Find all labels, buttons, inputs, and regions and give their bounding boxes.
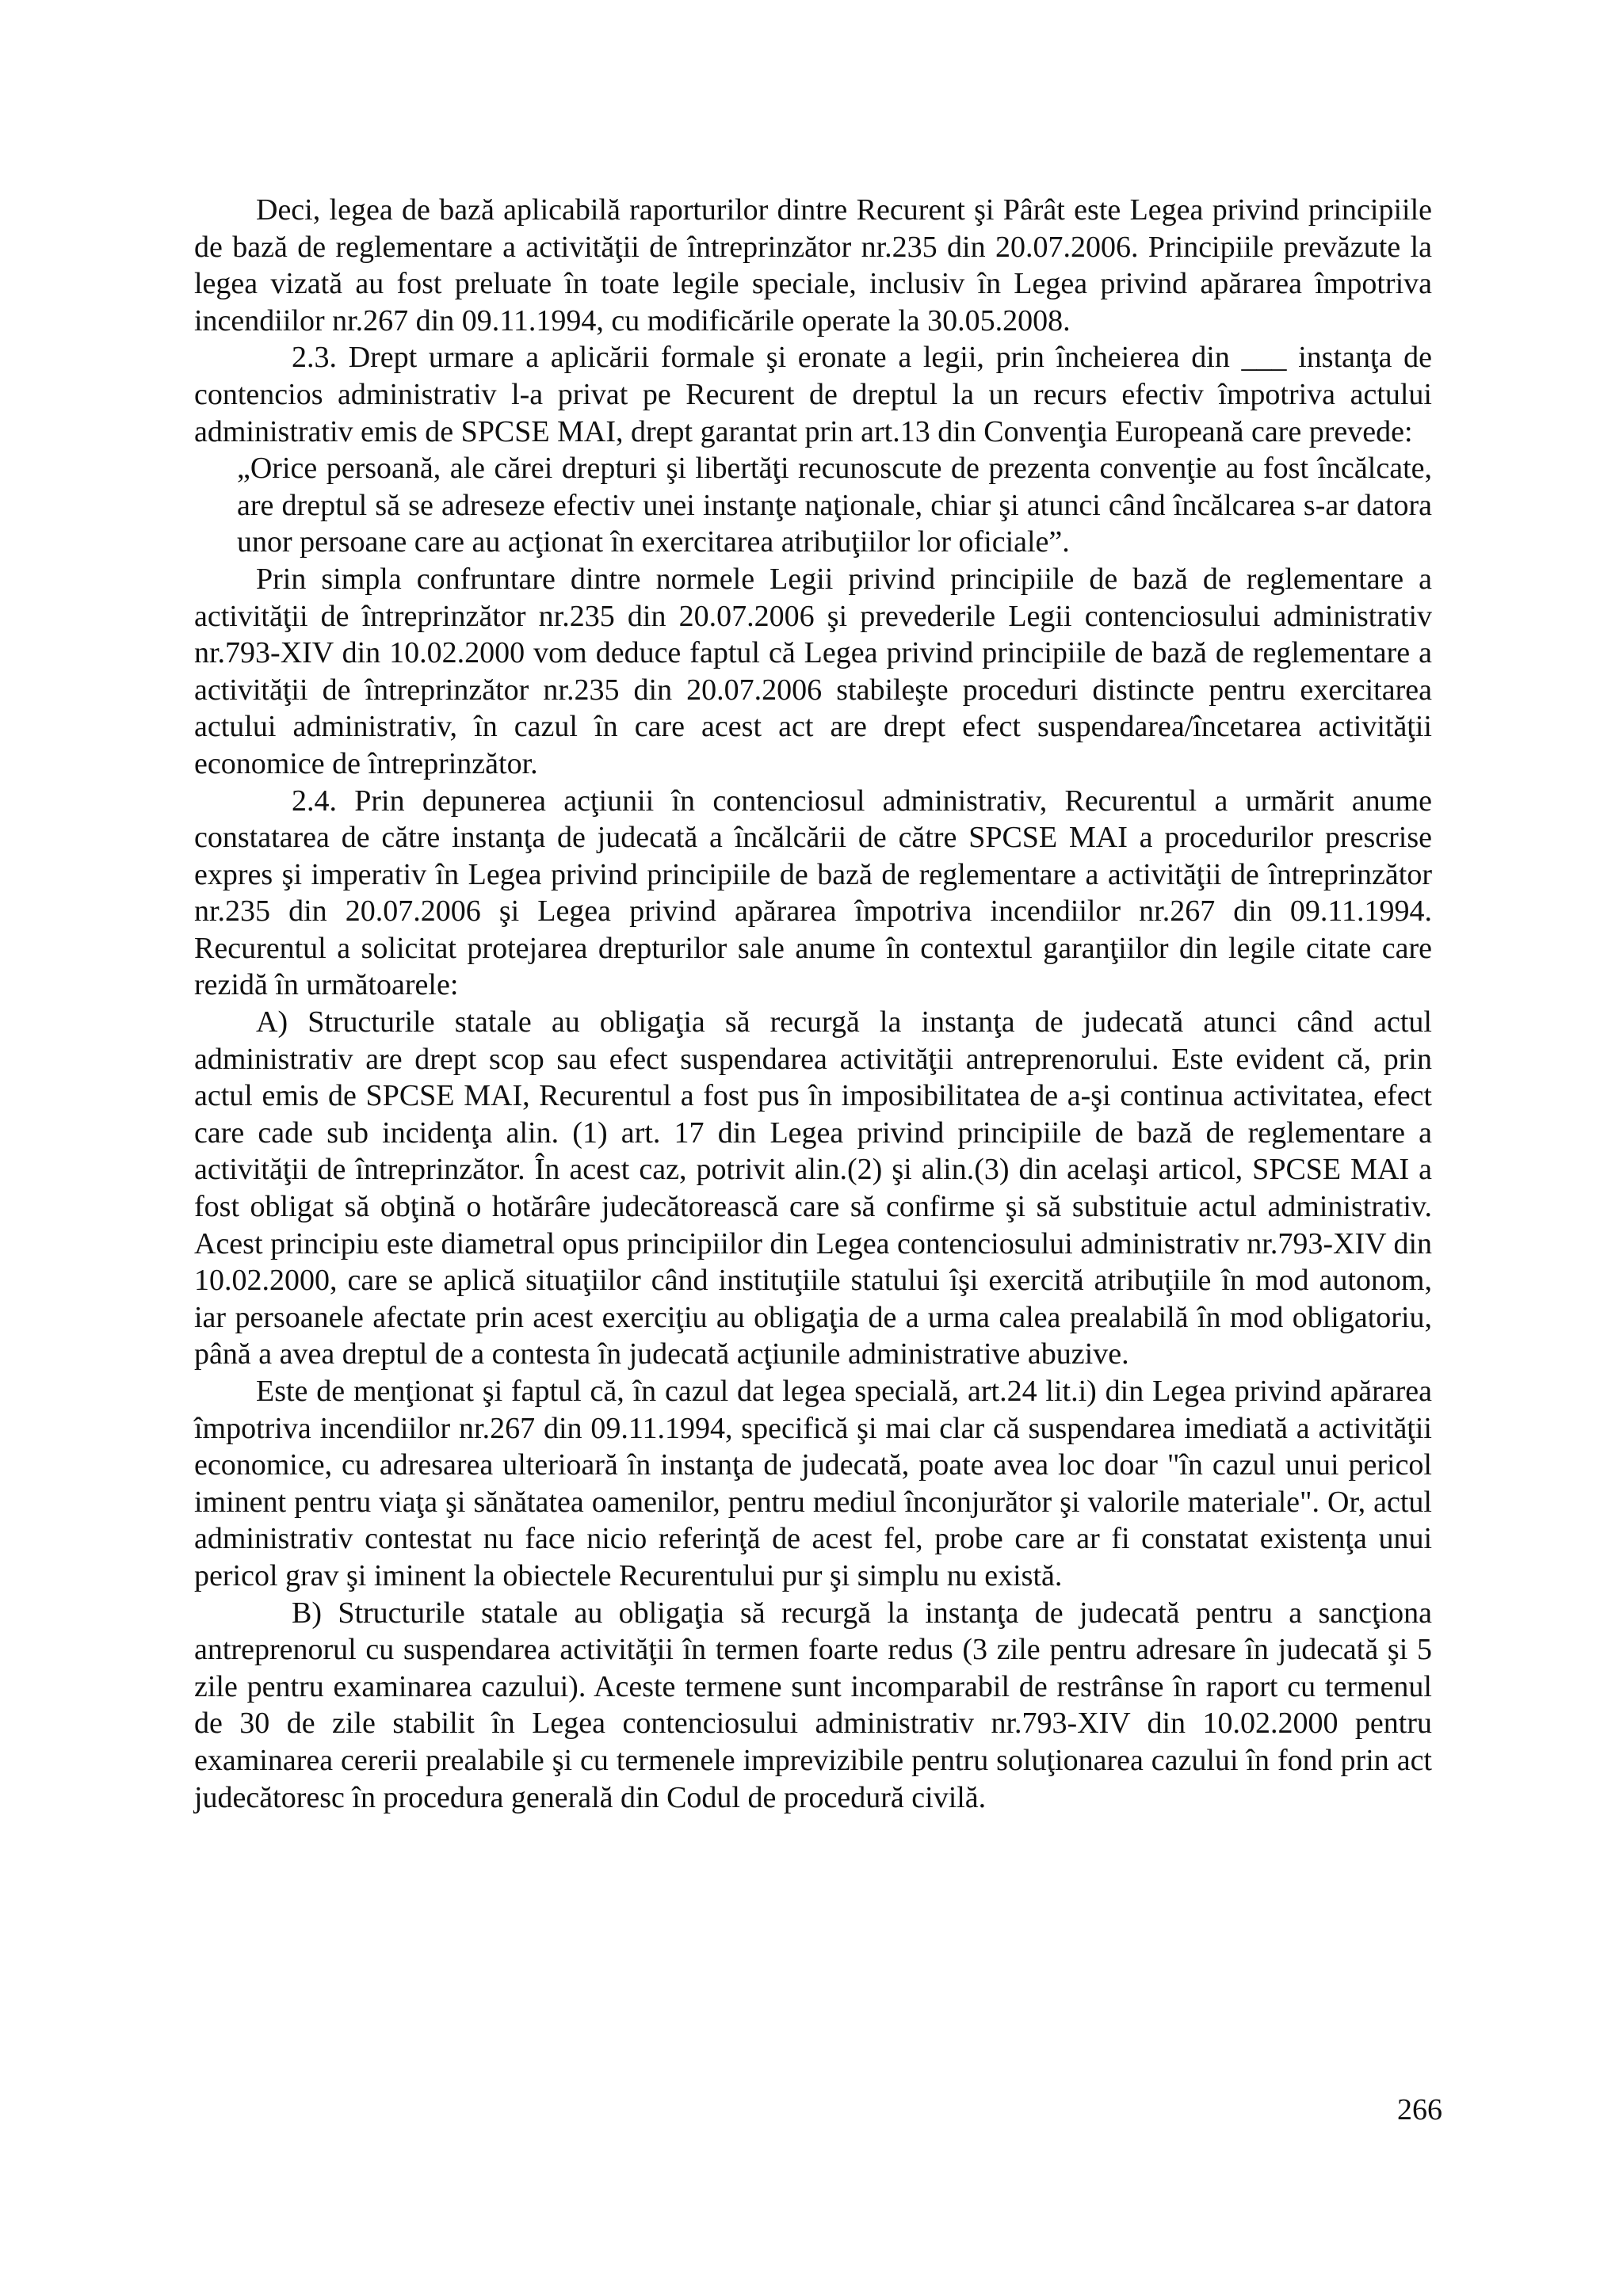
paragraph-applicable-law: Deci, legea de bază aplicabilă raporturilor dintre Recurent şi Pârât este Legea privind principiile de bază de reglementare a activităţii de întreprinzător nr.235 din 20.07.2006. Principiile prevăzute la legea vizată au fost preluate în toate legile speciale, inclusiv în Legea privind apărarea împotriva incendiilor nr.267 din 09.11.1994, cu modificările operate la 30.05.2008.: [194, 193, 1432, 338]
paragraph-comparison-of-laws: Prin simpla confruntare dintre normele Legii privind principiile de bază de reglementare a activităţii de întreprinzător nr.235 din 20.07.2006 şi prevederile Legii contenciosului administrativ nr.793-XIV din 10.02.2000 vom deduce faptul că Legea privind principiile de bază de reglementare a activităţii de întreprinzător nr.235 din 20.07.2006 stabileşte proceduri distincte pentru exercitarea actului administrativ, în cazul în care acest act are drept efect suspendarea/încetarea activităţii economice de întreprinzător.: [194, 562, 1432, 780]
paragraph-special-law-note: Este de menţionat şi faptul că, în cazul dat legea specială, art.24 lit.i) din Legea privind apărarea împotriva incendiilor nr.267 din 09.11.1994, specifică şi mai clar că suspendarea imediată a activităţii economice, cu adresarea ulterioară în instanţa de judecată, poate avea loc doar "în cazul unui pericol iminent pentru viaţa şi sănătatea oamenilor, pentru mediul înconjurător şi valorile materiale". Or, actul administrativ contestat nu face nicio referinţă de acest fel, probe care ar fi constatat existenţa unui pericol grav şi iminent la obiectele Recurentului pur şi simplu nu există.: [194, 1375, 1432, 1592]
paragraph-2-4-action: 2.4. Prin depunerea acţiunii în contenciosul administrativ, Recurentul a urmărit anume constatarea de către instanţa de judecată a încălcării de către SPCSE MAI a procedurilor prescrise expres şi imperativ în Legea privind principiile de bază de reglementare a activităţii de întreprinzător nr.235 din 20.07.2006 şi Legea privind apărarea împotriva incendiilor nr.267 din 09.11.1994. Recurentul a solicitat protejarea drepturilor sale anume în contextul garanţiilor din legile citate care rezidă în următoarele:: [194, 784, 1432, 1002]
paragraph-point-a: A) Structurile statale au obligaţia să recurgă la instanţa de judecată atunci când actul administrativ are drept scop sau efect suspendarea activităţii antreprenorului. Este evident că, prin actul emis de SPCSE MAI, Recurentul a fost pus în imposibilitatea de a-şi continua activitatea, efect care cade sub incidenţa alin. (1) art. 17 din Legea privind principiile de bază de reglementare a activităţii de întreprinzător. În acest caz, potrivit alin.(2) şi alin.(3) din acelaşi articol, SPCSE MAI a fost obligat să obţină o hotărâre judecătorească care să confirme şi să substituie actul administrativ. Acest principiu este diametral opus principiilor din Legea contenciosului administrativ nr.793-XIV din 10.02.2000, care se aplică situaţiilor când instituţiile statului îşi exercită atribuţiile în mod autonom, iar persoanele afectate prin acest exerciţiu au obligaţia de a urma calea prealabilă în mod obligatoriu, până a avea dreptul de a contesta în judecată acţiunile administrative abuzive.: [194, 1005, 1432, 1371]
paragraph-point-b: B) Structurile statale au obligaţia să recurgă la instanţa de judecată pentru a sancţiona antreprenorul cu suspendarea activităţii în termen foarte redus (3 zile pentru adresare în judecată şi 5 zile pentru examinarea cazului). Aceste termene sunt incomparabil de restrânse în raport cu termenul de 30 de zile stabilit în Legea contenciosului administrativ nr.793-XIV din 10.02.2000 pentru examinarea cererii prealabile şi cu termenele imprevizibile pentru soluţionarea cazului în fond prin act judecătoresc în procedura generală din Codul de procedură civilă.: [194, 1596, 1432, 1814]
quote-convention-art-13: „Orice persoană, ale cărei drepturi şi libertăţi recunoscute de prezenta convenţie au fost încălcate, are dreptul să se adreseze efectiv unei instanţe naţionale, chiar şi atunci când încălcarea s-ar datora unor persoane care au acţionat în exercitarea atribuţiilor lor oficiale”.: [237, 452, 1432, 559]
page-number: 266: [1397, 2093, 1442, 2126]
paragraph-2-3-effective-remedy: 2.3. Drept urmare a aplicării formale şi eronate a legii, prin încheierea din ___ instanţa de contencios administrativ l-a privat pe Recurent de dreptul la un recurs efectiv împotriva actului administrativ emis de SPCSE MAI, drept garantat prin art.13 din Convenţia Europeană care prevede:: [194, 341, 1432, 448]
document-body: [194, 192, 1432, 1816]
